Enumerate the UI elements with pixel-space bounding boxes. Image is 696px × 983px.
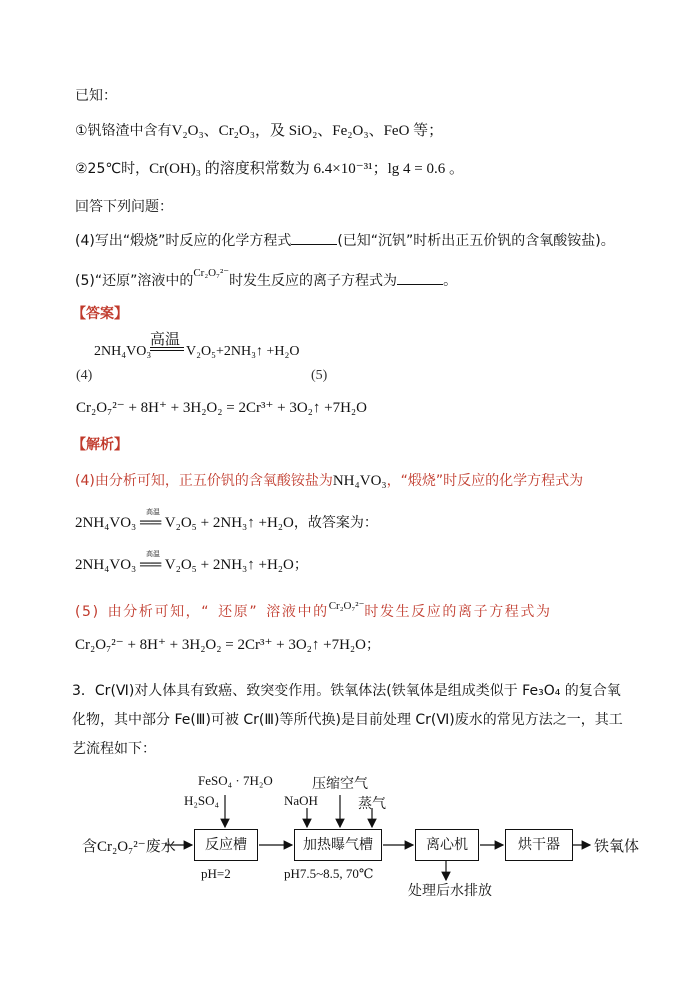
answer-prompt: 回答下列问题： [75,199,173,215]
analysis-4-text-b: ，“煅烧”时反应的化学方程式为 [386,473,584,489]
analysis-eq-1-tail: ，故答案为： [293,515,378,531]
answer-tag: 【答案】 [72,306,128,322]
answer-eq2: Cr₂O₇²⁻ + 8H⁺ + 3H₂O₂ = 2Cr³⁺ + 3O₂↑ +7H₂O [76,400,367,416]
analysis-eq-1-condition: 高温 [146,508,160,516]
flow-reagent-feso4: FeSO₄ · 7H₂O [198,773,273,788]
answer-label-5: (5) [311,368,328,383]
answer-label-4: (4) [76,368,93,383]
flow-input-wastewater: 含Cr₂O₇²⁻废水 [82,839,176,855]
flow-box-dryer: 烘干器 [505,829,573,861]
analysis-eq-2: 2NH₄VO₃ ══ V₂O₅ + 2NH₃↑ +H₂O [75,557,294,573]
answer-eq1-condition: 高温 [150,330,181,348]
flow-heater-condition: pH7.5~8.5, 70℃ [284,866,374,881]
analysis-eq-1: 2NH₄VO₃ ══ V₂O₅ + 2NH₃↑ +H₂O [75,515,294,531]
flow-reagent-naoh: NaOH [284,793,318,808]
known-heading: 已知： [75,88,117,104]
flow-reactor-condition: pH=2 [201,866,231,881]
answer-eq1-right: V₂O₅+2NH₃↑ +H₂O [186,344,300,359]
question-3-line-1: 3．Cr(Ⅵ)对人体具有致癌、致突变作用。铁氧体法(铁氧体是组成类似于 Fe₃O₄ 的复合氧 [72,683,621,699]
known-item-1-formulas: V₂O₃、Cr₂O₃，及 SiO₂、Fe₂O₃、FeO 等； [171,123,444,139]
analysis-4-formula: NH₄VO₃ [332,473,387,489]
known-item-1-prefix: ①钒铬渣中含有 [75,123,172,139]
analysis-5-eq: Cr₂O₇²⁻ + 8H⁺ + 3H₂O₂ = 2Cr³⁺ + 3O₂↑ +7H₂O [75,637,366,653]
flow-reagent-steam: 蒸气 [358,796,386,812]
flow-reagent-h2so4: H₂SO₄ [184,793,220,808]
question-3-line-2: 化物，其中部分 Fe(Ⅲ)可被 Cr(Ⅲ)等所代换)是目前处理 Cr(Ⅵ)废水的常见方法之一，其工 [72,712,623,728]
question-5-text-b: 时发生反应的离子方程式为 [229,273,398,289]
analysis-5-eq-tail: ； [366,637,380,653]
flow-box-centrifuge: 离心机 [415,829,479,861]
question-5-text-c: 。 [443,273,458,289]
question-4-text-a: (4)写出“煅烧”时反应的化学方程式 [75,233,292,249]
known-item-2-text: Cr(OH)₃ 的溶度积常数为 6.4×10⁻³¹；lg 4 = 0.6 。 [149,161,464,177]
flow-box-reactor: 反应槽 [194,829,258,861]
question-5-ion: Cr₂O₇²⁻ [193,267,230,279]
question-5-text-a: (5)“还原”溶液中的 [75,273,194,289]
flow-box-heater: 加热曝气槽 [294,829,382,861]
analysis-5-ion: Cr₂O₇²⁻ [328,600,365,612]
analysis-eq-2-condition: 高温 [146,550,160,558]
answer-eq1-left: 2NH₄VO₃ [94,344,152,359]
question-3-line-3: 艺流程如下： [72,741,156,757]
question-4-text-b: (已知“沉钒”时析出正五价钒的含氧酸铵盐)。 [337,233,615,249]
known-item-2-prefix: ②25℃时， [75,161,150,177]
analysis-eq-2-tail: ； [293,557,308,573]
analysis-tag: 【解析】 [72,437,128,453]
analysis-5-text-b: 时发生反应的离子方程式为 [364,604,552,620]
flow-discharge: 处理后水排放 [408,883,492,899]
flow-output-ferrite: 铁氧体 [594,837,640,855]
flow-reagent-air: 压缩空气 [312,776,368,792]
analysis-5-text-a: (5) 由分析可知，“ 还原” 溶液中的 [75,604,329,620]
analysis-4-text-a: (4)由分析可知，正五价钒的含氧酸铵盐为 [75,473,333,489]
